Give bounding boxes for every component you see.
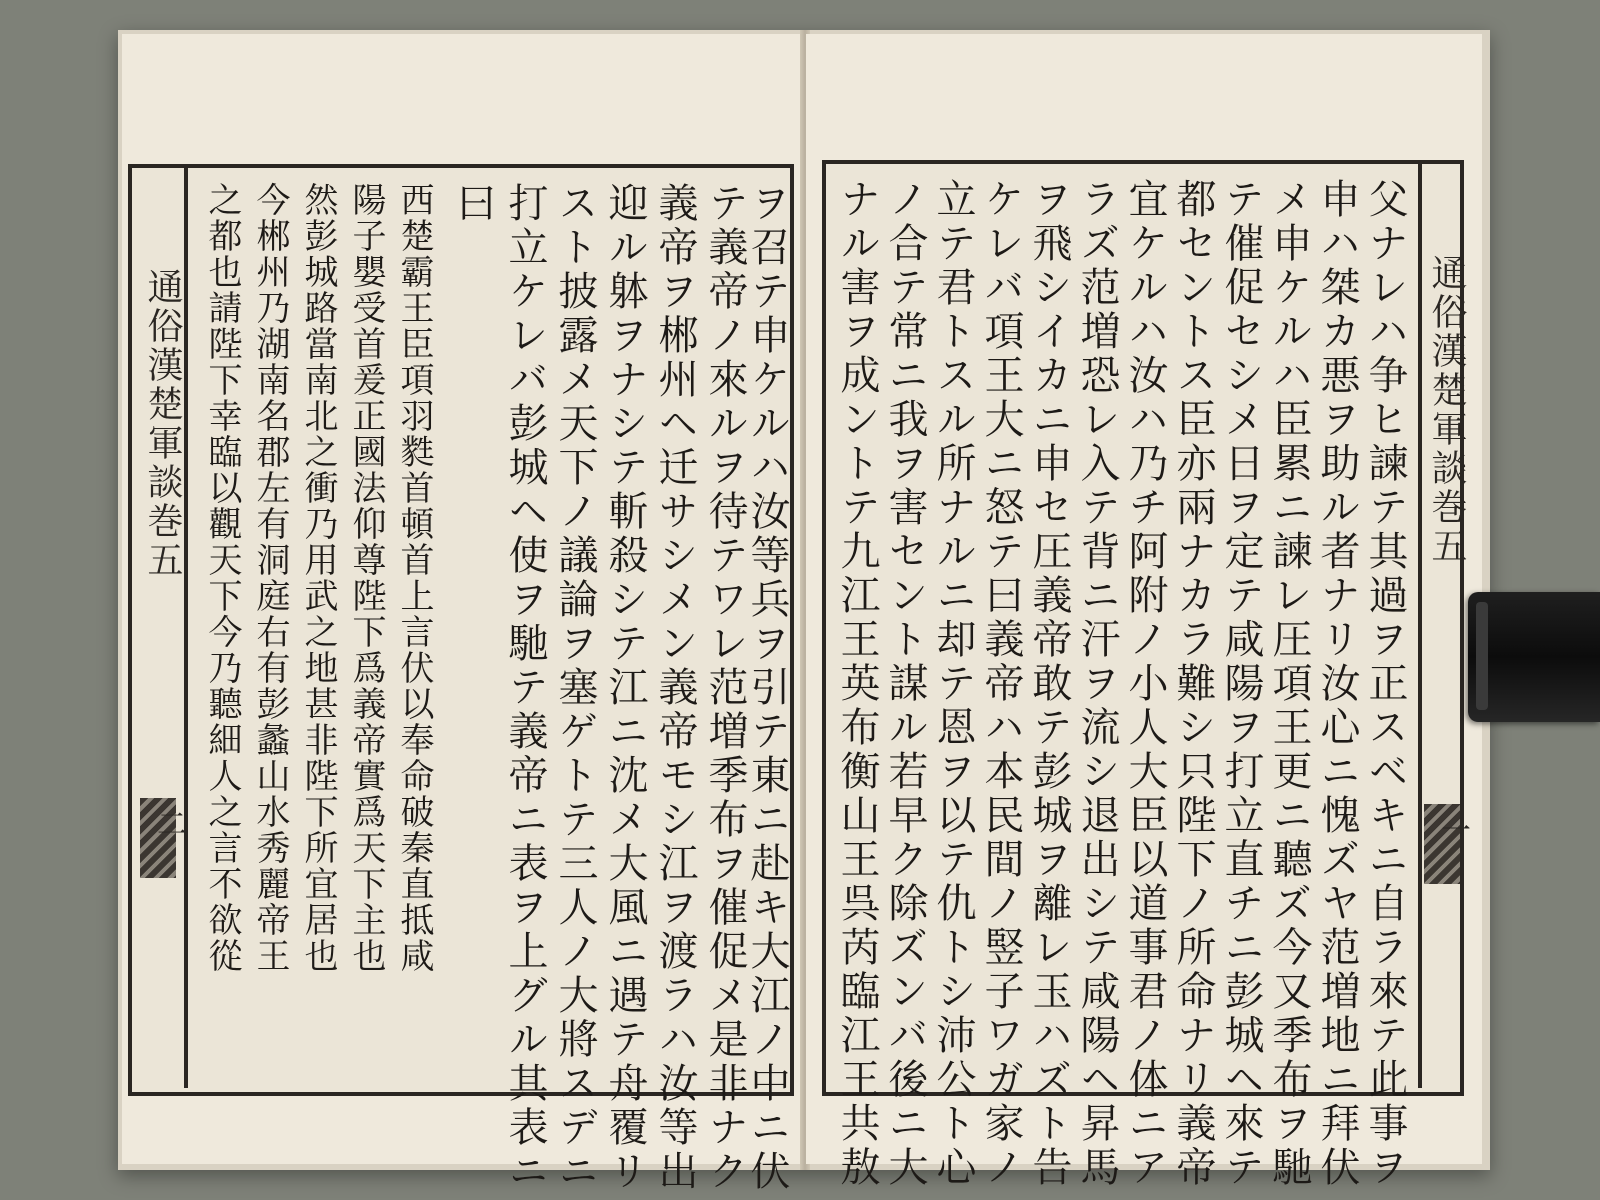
text-column: 宜ケルハ汝ハ乃チ阿附ノ小人大臣以道事君ノ体ニア [1122, 178, 1168, 1190]
text-column: 打立ケレバ彭城ヘ使ヲ馳テ義帝ニ表ヲ上グル其表ニ [502, 182, 548, 1194]
binder-clip [1468, 592, 1600, 722]
text-column: テ催促セシメ日ヲ定テ咸陽ヲ打立直チニ彭城ヘ來テ [1218, 178, 1264, 1190]
text-column: ノ合テ常ニ我ヲ害セント謀ル若早ク除ズンバ後ニ大 [882, 178, 928, 1190]
text-column: メ申ケルハ臣累ニ諫レ圧項王更ニ聽ズ今又季布ヲ馳 [1266, 178, 1312, 1190]
text-column: ナル害ヲ成ントテ九江王英布衡山王呉芮臨江王共敖 [834, 178, 880, 1190]
right-title-rule [1418, 164, 1422, 1088]
text-column: 父ナレハ争ヒ諫テ其過ヲ正スベキニ自ラ來テ此事ヲ [1362, 178, 1408, 1190]
text-column: 都セントス臣亦兩ナカラ難シ只陛下ノ所命ナリ義帝 [1170, 178, 1216, 1190]
text-column: スト披露メ天下ノ議論ヲ塞ゲトテ三人ノ大將スデニ [552, 182, 598, 1194]
left-running-title: 通俗漢楚軍談巻五 [142, 268, 183, 580]
right-page-number: 一 [1435, 814, 1470, 844]
text-column: ヲ召テ申ケルハ汝等兵ヲ引テ東ニ赴キ大江ノ中ニ伏 [744, 182, 790, 1194]
text-column: 之都也請陛下幸臨以觀天下今乃聽細人之言不欲從 [202, 182, 242, 974]
text-column: 西楚霸王臣項羽㽔首頓首上言伏以奉命破秦直抵咸 [394, 182, 434, 974]
text-column: 迎ル躰ヲナシテ斬殺シテ江ニ沈メ大風ニ遇テ舟覆リ [602, 182, 648, 1194]
text-column: ケレバ項王大ニ怒テ曰義帝ハ本民間ノ竪子ワガ家ノ [978, 178, 1024, 1190]
text-column: 然彭城路當南北之衝乃用武之地甚非陛下所宜居也 [298, 182, 338, 974]
text-column: 今郴州乃湖南名郡左有洞庭右有彭蠡山水秀麗帝王 [250, 182, 290, 974]
right-page [806, 34, 1482, 1190]
text-column: ラズ范増恐レ入テ背ニ汗ヲ流シ退出シテ咸陽ヘ昇馬 [1074, 178, 1120, 1190]
left-text-frame [128, 164, 794, 1194]
open-book [118, 30, 1490, 1194]
text-column: ヲ飛シイカニ申セ圧義帝敢テ彭城ヲ離レ玉ハズト告 [1026, 178, 1072, 1190]
left-title-rule [184, 168, 188, 1088]
right-running-title: 通俗漢楚軍談巻五 [1426, 254, 1467, 566]
left-page [122, 34, 804, 1194]
text-column: 義帝ヲ郴州ヘ迁サシメン義帝モシ江ヲ渡ラハ汝等出 [652, 182, 698, 1194]
text-column: テ義帝ノ來ルヲ待テワレ范増季布ヲ催促メ是非ナク [702, 182, 748, 1194]
text-column: 立テ君トスル所ナルニ却テ恩ヲ以テ仇トシ沛公ト心 [930, 178, 976, 1190]
right-text-frame [822, 160, 1470, 1190]
text-column: 申ハ桀カ悪ヲ助ル者ナリ汝心ニ愧ズヤ范増地ニ拜伏 [1314, 178, 1360, 1190]
clip-plate [1476, 602, 1488, 710]
left-page-number: 二 [151, 808, 186, 838]
text-column: 曰 [450, 182, 496, 226]
text-column: 陽子嬰受首爰正國法仰尊陛下爲義帝實爲天下主也 [346, 182, 386, 974]
